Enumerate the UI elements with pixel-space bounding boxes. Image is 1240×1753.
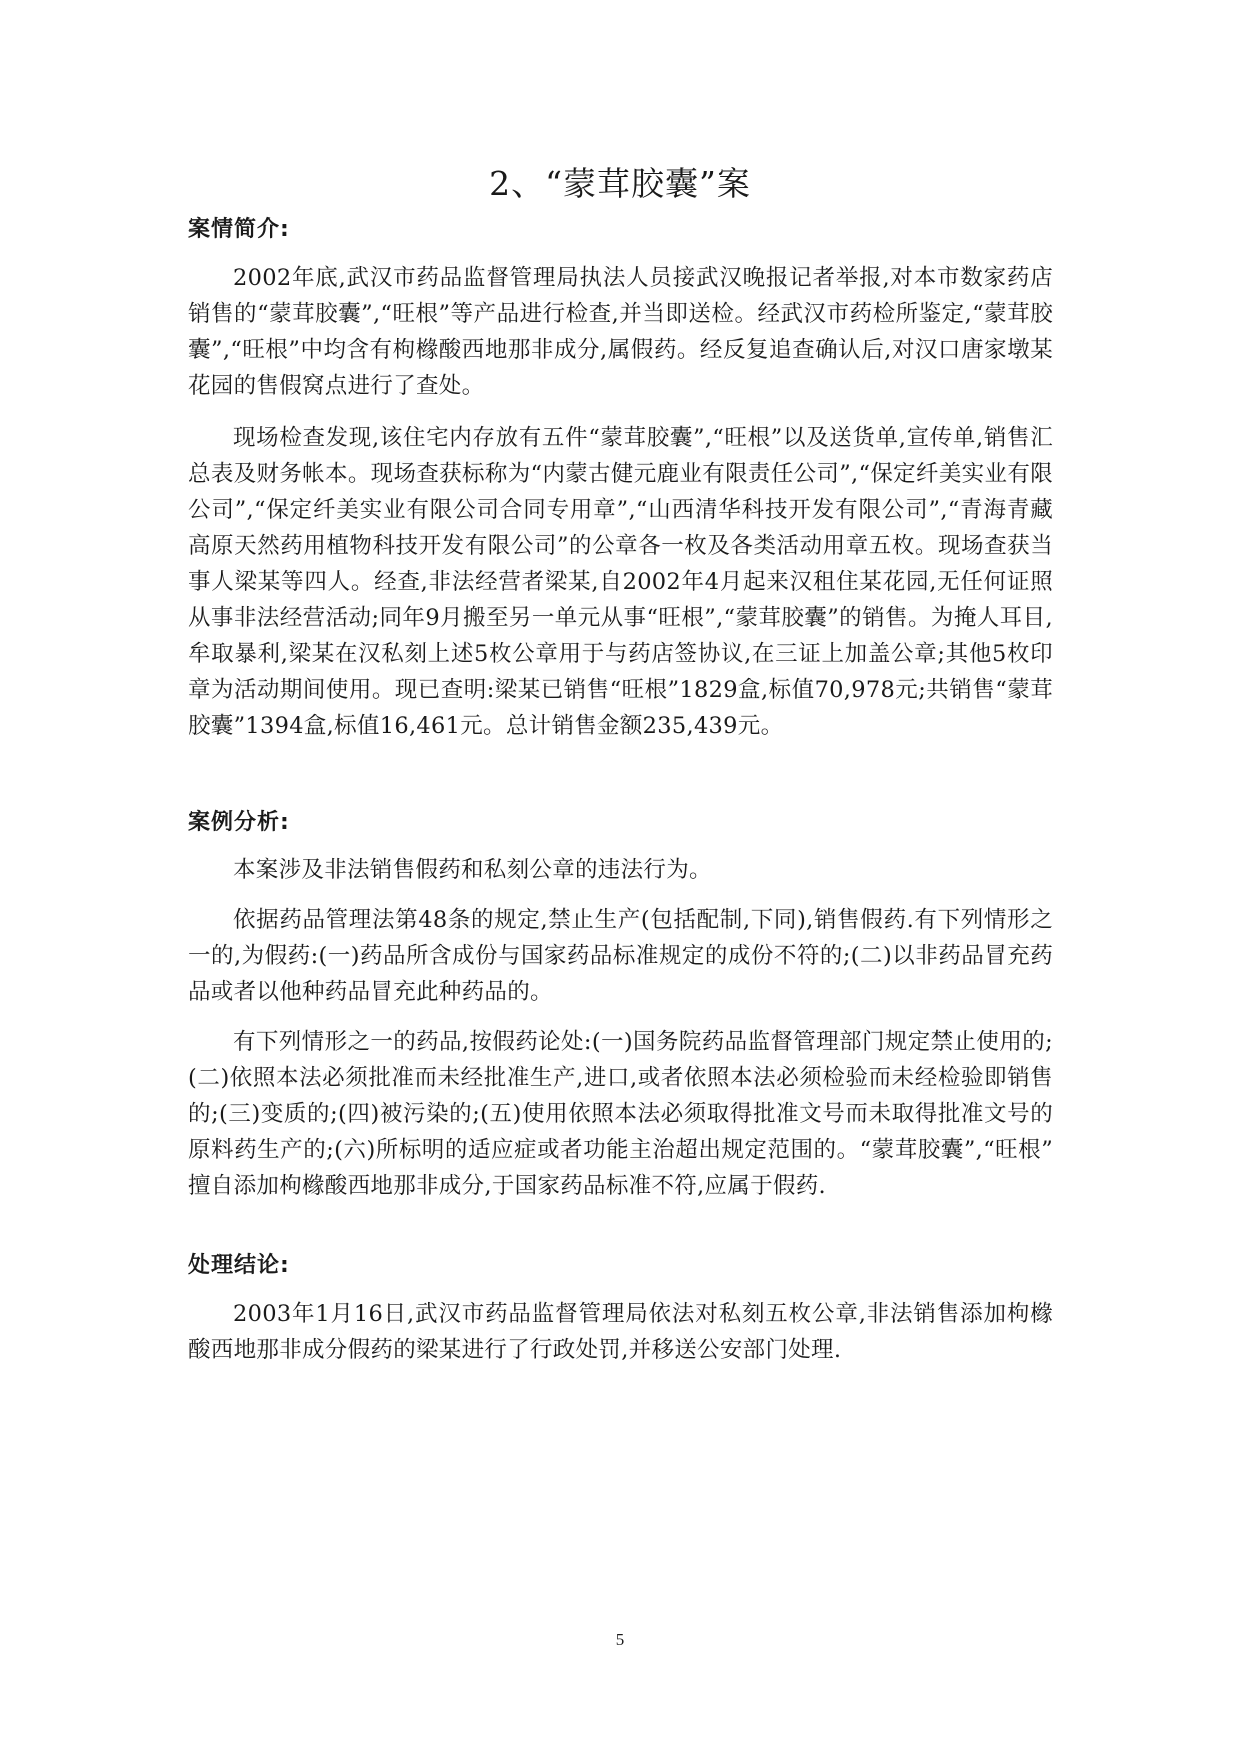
paragraph-summary-2: 现场检查发现,该住宅内存放有五件“蒙茸胶囊”,“旺根”以及送货单,宣传单,销售汇总表及财务帐本。现场查获标称为“内蒙古健元鹿业有限责任公司”,“保定纤美实业有限公司”,“保定纤美实业有限公司合同专用章”,“山西清华科技开发有限公司”,“青海青藏高原天然药用植物科技开发有限公司”的公章各一枚及各类活动用章五枚。现场查获当事人梁某等四人。经查,非法经营者梁某,自2002年4月起来汉租住某花园,无任何证照从事非法经营活动;同年9月搬至另一单元从事“旺根”,“蒙茸胶囊”的销售。为掩人耳目,牟取暴利,梁某在汉私刻上述5枚公章用于与药店签协议,在三证上加盖公章;其他5枚印章为活动期间使用。现已查明:梁某已销售“旺根”1829盒,标值70,978元;共销售“蒙茸胶囊”1394盒,标值16,461元。总计销售金额235,439元。 bbox=[188, 425, 1053, 739]
section-heading-case-summary: 案情简介: bbox=[188, 217, 290, 242]
paragraph-conclusion-1: 2003年1月16日,武汉市药品监督管理局依法对私刻五枚公章,非法销售添加枸橼酸西地那非成分假药的梁某进行了行政处罚,并移送公安部门处理. bbox=[188, 1301, 1053, 1363]
paragraph-analysis-1: 本案涉及非法销售假药和私刻公章的违法行为。 bbox=[233, 857, 712, 883]
page-title: 2、“蒙茸胶囊”案 bbox=[489, 164, 751, 203]
page-number: 5 bbox=[615, 1630, 625, 1649]
paragraph-analysis-3: 有下列情形之一的药品,按假药论处:(一)国务院药品监督管理部门规定禁止使用的;(二)依照本法必须批准而未经批准生产,进口,或者依照本法必须检验而未经检验即销售的;(三)变质的;(四)被污染的;(五)使用依照本法必须取得批准文号而未取得批准文号的原料药生产的;(六)所标明的适应症或者功能主治超出规定范围的。“蒙茸胶囊”,“旺根” 擅自添加枸橼酸西地那非成分,于国家药品标准不符,应属于假药. bbox=[188, 1029, 1053, 1199]
paragraph-summary-1: 2002年底,武汉市药品监督管理局执法人员接武汉晚报记者举报,对本市数家药店销售的“蒙茸胶囊”,“旺根”等产品进行检查,并当即送检。经武汉市药检所鉴定,“蒙茸胶囊”,“旺根”中均含有枸橼酸西地那非成分,属假药。经反复追查确认后,对汉口唐家墩某花园的售假窝点进行了查处。 bbox=[188, 265, 1053, 399]
section-heading-conclusion: 处理结论: bbox=[188, 1253, 290, 1278]
section-heading-case-analysis: 案例分析: bbox=[188, 810, 290, 835]
paragraph-analysis-2: 依据药品管理法第48条的规定,禁止生产(包括配制,下同),销售假药.有下列情形之一的,为假药:(一)药品所含成份与国家药品标准规定的成份不符的;(二)以非药品冒充药品或者以他种药品冒充此种药品的。 bbox=[188, 907, 1053, 1005]
